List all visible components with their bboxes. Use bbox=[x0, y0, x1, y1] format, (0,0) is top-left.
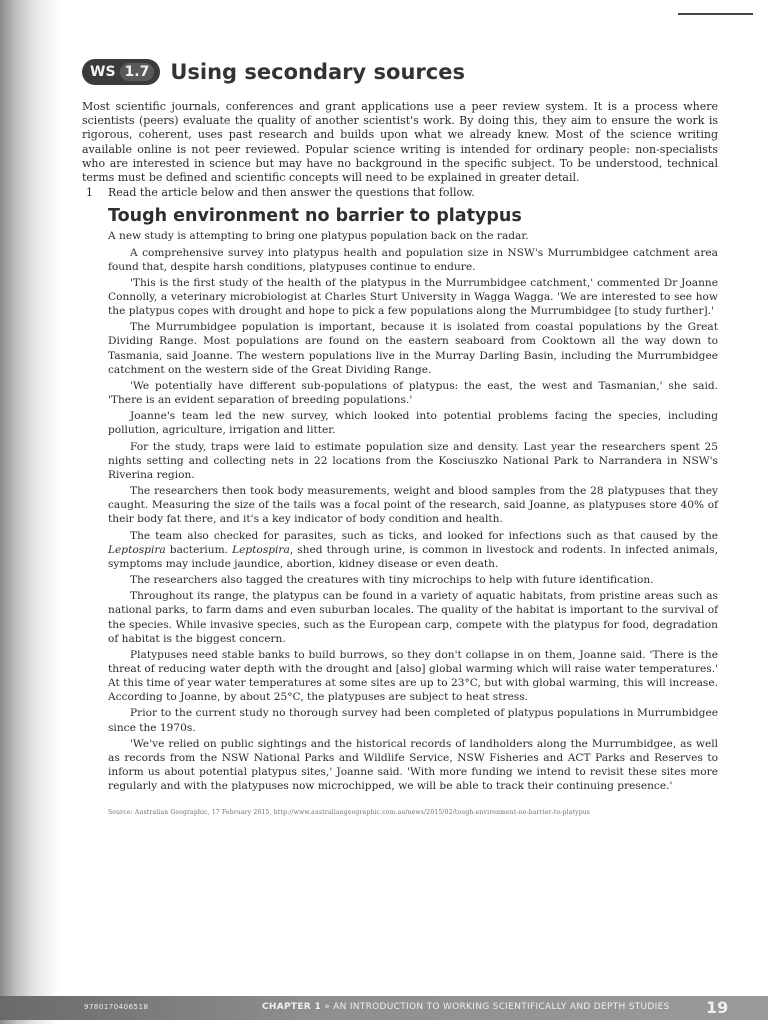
article-paragraph-8: The researchers then took body measurements, weight and blood samples from the 28 platypuses that they caught. Measuring the size of the tails was a focal point of the research, said Joanne, as platypuses store 40% of their body fat there, and it's a key indicator of body condition and health. bbox=[108, 485, 718, 526]
chapter-title: AN INTRODUCTION TO WORKING SCIENTIFICALLY AND DEPTH STUDIES bbox=[333, 1002, 670, 1012]
article-title: Tough environment no barrier to platypus bbox=[108, 206, 522, 227]
leptospira-term-1: Leptospira bbox=[108, 543, 166, 556]
question-text: Read the article below and then answer the questions that follow. bbox=[108, 186, 475, 200]
article-paragraph-12: Platypuses need stable banks to build burrows, so they don't collapse in on them, Joanne said. 'There is the threat of reducing water depth with the drought and [also] global warming which will raise water temperatures.' At this time of year water temperatures at some sites are up to 23°C, but with global warming, this will increase. According to Joanne, by about 25°C, the platypuses are subject to heat stress. bbox=[108, 648, 718, 704]
top-edge-line bbox=[678, 13, 753, 15]
article-paragraph-1: A new study is attempting to bring one platypus population back on the radar. bbox=[108, 230, 529, 243]
chapter-separator-icon: » bbox=[324, 1002, 330, 1012]
article-paragraph-13: Prior to the current study no thorough survey had been completed of platypus populations in Murrumbidgee since the 1970s. bbox=[108, 707, 718, 734]
badge-number: 1.7 bbox=[120, 63, 155, 81]
worksheet-title: Using secondary sources bbox=[170, 60, 465, 84]
article-paragraph-9 bbox=[108, 529, 718, 571]
article-paragraph-7: For the study, traps were laid to estimate population size and density. Last year the researchers spent 25 nights setting and collecting nets in 22 locations from the Kosciuszko National Park to Narrandera in NSW's Riverina region. bbox=[108, 440, 718, 481]
article-paragraph-5: 'We potentially have different sub-populations of platypus: the east, the west and Tasmanian,' she said. 'There is an evident separation of breeding populations.' bbox=[108, 379, 718, 406]
footer-chapter bbox=[262, 1002, 670, 1012]
article-paragraph-2: A comprehensive survey into platypus health and population size in NSW's Murrumbidgee catchment area found that, despite harsh conditions, platypuses continue to endure. bbox=[108, 246, 718, 273]
p9-text-c: , shed through urine, is common in livestock and rodents. In infected animals, symptoms may include jaundice, abortion, kidney disease or even death. bbox=[108, 543, 718, 570]
page-number: 19 bbox=[706, 998, 729, 1017]
article-body bbox=[108, 229, 718, 793]
leptospira-term-2: Leptospira bbox=[232, 543, 290, 556]
footer-isbn: 9780170406518 bbox=[84, 1003, 149, 1011]
page-binding-shadow bbox=[0, 0, 60, 1024]
p9-text-a: The team also checked for parasites, such as ticks, and looked for infections such as that caused by the bbox=[130, 529, 718, 542]
article-paragraph-10: The researchers also tagged the creatures with tiny microchips to help with future identification. bbox=[130, 574, 654, 587]
worksheet-badge bbox=[82, 59, 160, 85]
article-paragraph-3: 'This is the first study of the health of the platypus in the Murrumbidgee catchment,' commented Dr Joanne Connolly, a veterinary microbiologist at Charles Sturt University in Wagga Wagga. 'We are interested to see how the platypus copes with drought and hope to pick a few populations along the Murrumbidgee [to study further].' bbox=[108, 276, 718, 318]
p9-text-b: bacterium. bbox=[169, 543, 229, 556]
source-citation: Source: Australian Geographic, 17 February 2015, http://www.australiangeographic.com.au/news/2015/02/tough-environment-no-barrier-to-platypus bbox=[108, 809, 591, 817]
intro-paragraph: Most scientific journals, conferences and grant applications use a peer review system. It is a process where scientists (peers) evaluate the quality of another scientist's work. By doing this, they aim to ensure the work is rigorous, coherent, uses past research and builds upon what we already knew. Most of the science writing available online is not peer reviewed. Popular science writing is intended for ordinary people: non-specialists who are interested in science but may have no background in the specific subject. To be understood, technical terms must be defined and scientific concepts will need to be explained in greater detail. bbox=[82, 100, 718, 185]
article-paragraph-6: Joanne's team led the new survey, which looked into potential problems facing the species, including pollution, agriculture, irrigation and litter. bbox=[108, 410, 718, 437]
question-number: 1 bbox=[86, 186, 93, 200]
badge-ws-label: WS bbox=[90, 64, 116, 80]
worksheet-header bbox=[82, 50, 718, 94]
article-paragraph-14: 'We've relied on public sightings and the historical records of landholders along the Murrumbidgee, as well as records from the NSW National Parks and Wildlife Service, NSW Fisheries and ACT Parks and Reserves to inform us about potential platypus sites,' Joanne said. 'With more funding we intend to revisit these sites more regularly and with the platypuses now microchipped, we will be able to track their continuing presence.' bbox=[108, 737, 718, 793]
page-footer bbox=[0, 996, 768, 1020]
chapter-label: CHAPTER 1 bbox=[262, 1002, 322, 1012]
question-1 bbox=[82, 186, 718, 200]
article-paragraph-4: The Murrumbidgee population is important, because it is isolated from coastal populations by the Great Dividing Range. Most populations are found on the eastern seaboard from Cooktown all the way down to Tasmania, said Joanne. The western populations live in the Murray Darling Basin, including the Murrumbidgee catchment on the western side of the Great Dividing Range. bbox=[108, 321, 718, 376]
page-content bbox=[82, 50, 718, 816]
article-paragraph-11: Throughout its range, the platypus can be found in a variety of aquatic habitats, from pristine areas such as national parks, to farm dams and even suburban locales. The quality of the habitat is important to the survival of the species. While invasive species, such as the European carp, compete with the platypus for food, degradation of habitat is the biggest concern. bbox=[108, 590, 718, 645]
